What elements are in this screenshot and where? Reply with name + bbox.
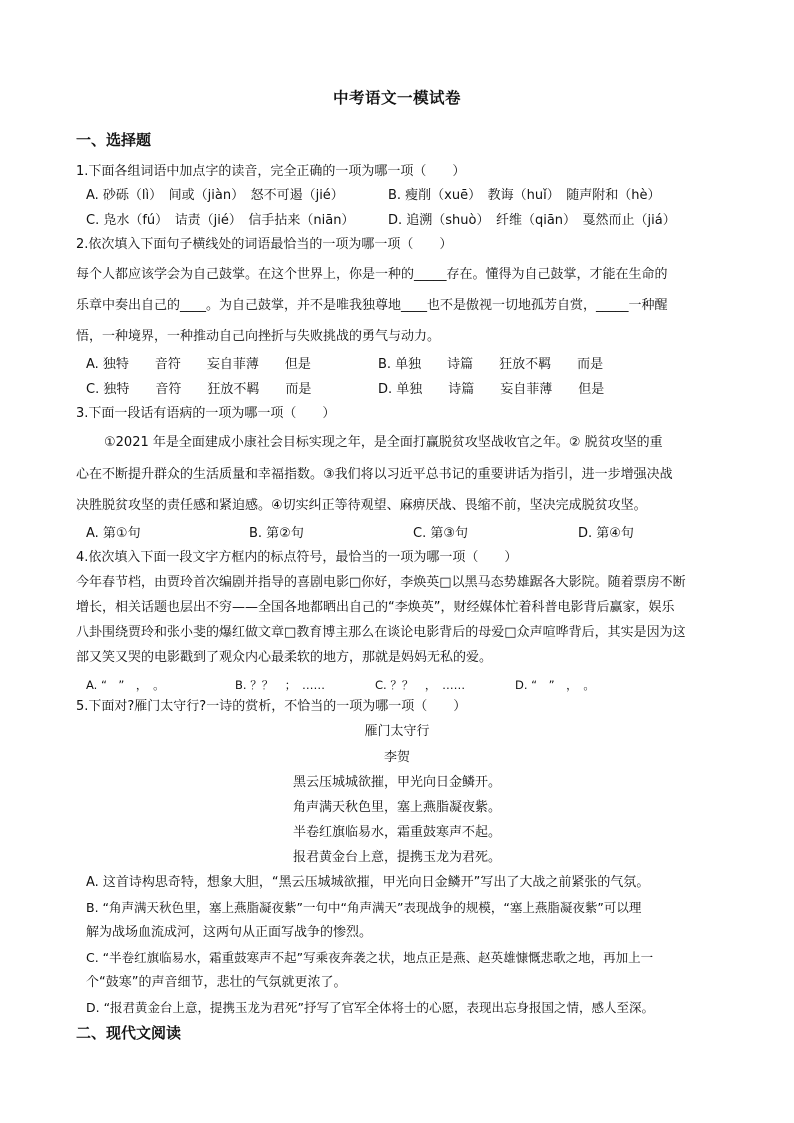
q3-option-b: B. 第②句 — [249, 526, 304, 541]
q3-option-c: C. 第③句 — [413, 526, 468, 541]
q4-option-a: A. “ ” ， 。 — [86, 678, 165, 692]
q4-option-c: C. ？？ ， …… — [375, 678, 466, 692]
q5-option-c-line-2: 个“鼓寒”的声音细节，悲壮的气氛就更浓了。 — [86, 975, 347, 990]
poem-author: 李贺 — [383, 750, 410, 765]
q3-passage-line-2: 心在不断提升群众的生活质量和幸福指数。③我们将以习近平总书记的重要讲话为指引，进一步增强决战 — [76, 467, 673, 482]
q3-stem: 3.下面一段话有语病的一项为哪一项（ ） — [76, 406, 336, 421]
poem-line-2: 角声满天秋色里，塞上燕脂凝夜紫。 — [292, 800, 501, 815]
q2-stem: 2.依次填入下面句子横线处的词语最恰当的一项为哪一项（ ） — [76, 237, 453, 252]
q4-passage-line-2: 增长，相关话题也层出不穷——全国各地都晒出自己的“李焕英”，财经媒体忙着科普电影背后赢家，娱乐 — [76, 600, 675, 615]
q4-passage-line-4: 部又笑又哭的电影戳到了观众内心最柔软的地方，那就是妈妈无私的爱。 — [76, 650, 493, 665]
q4-passage-line-3: 八卦围绕贾玲和张小斐的爆红做文章□教育博主那么在谈论电影背后的母爱□众声喧哗背后，其实是因为这 — [76, 625, 686, 640]
poem-line-4: 报君黄金台上意，提携玉龙为君死。 — [292, 850, 501, 865]
q5-option-c-line-1: C. “半卷红旗临易水，霜重鼓寒声不起”写乘夜奔袭之状，地点正是燕、赵英雄慷慨悲歌之地，再加上一 — [86, 950, 654, 965]
q3-option-a: A. 第①句 — [86, 526, 141, 541]
poem-line-3: 半卷红旗临易水，霜重鼓寒声不起。 — [292, 825, 501, 840]
q4-option-b: B. ？？ ； …… — [235, 678, 325, 692]
q5-stem: 5.下面对?雁门太守行?一诗的赏析，不恰当的一项为哪一项（ ） — [76, 699, 467, 714]
q1-option-d: D. 追溯（shuò） 纤维（qiān） 戛然而止（jiá） — [388, 213, 676, 228]
q1-option-b: B. 瘦削（xuē） 教诲（huǐ） 随声附和（hè） — [388, 188, 661, 203]
q2-option-c: C. 独特 音符 狂放不羁 而是 — [86, 382, 312, 397]
section-heading-choice: 一、选择题 — [76, 131, 152, 149]
q2-passage-line-2: 乐章中奏出自己的____。为自己鼓掌，并不是唯我独尊地____也不是傲视一切地孤芳自赏，_____一种醒 — [76, 298, 668, 313]
section-heading-reading: 二、现代文阅读 — [76, 1024, 182, 1042]
page-title: 中考语文一模试卷 — [332, 89, 461, 107]
q2-option-b: B. 单独 诗篇 狂放不羁 而是 — [378, 357, 604, 372]
q4-option-d: D. “ ” ， 。 — [515, 678, 595, 692]
q2-option-d: D. 单独 诗篇 妄自菲薄 但是 — [378, 382, 605, 397]
q4-stem: 4.依次填入下面一段文字方框内的标点符号，最恰当的一项为哪一项（ ） — [76, 550, 518, 565]
q1-option-c: C. 凫水（fú） 诘责（jié） 信手拈来（niān） — [86, 213, 355, 228]
q1-option-a: A. 砂砾（lì） 间或（jiàn） 怒不可遏（jié） — [86, 188, 344, 203]
q2-passage-line-3: 悟，一种境界，一种推动自己向挫折与失败挑战的勇气与动力。 — [76, 329, 441, 344]
q5-option-b-line-2: 解为战场血流成河，这两句从正面写战争的惨烈。 — [86, 925, 373, 940]
q5-option-b-line-1: B. “角声满天秋色里，塞上燕脂凝夜紫”一句中“角声满天”表现战争的规模，“塞上燕脂凝夜紫”可以理 — [86, 900, 642, 915]
q3-passage-line-1: ①2021 年是全面建成小康社会目标实现之年，是全面打赢脱贫攻坚战收官之年。② 脱贫攻坚的重 — [104, 435, 663, 450]
poem-title: 雁门太守行 — [364, 724, 430, 739]
q5-option-d: D. “报君黄金台上意，提携玉龙为君死”抒写了官军全体将士的心愿，表现出忘身报国之情，感人至深。 — [86, 1000, 655, 1015]
q3-passage-line-3: 决胜脱贫攻坚的责任感和紧迫感。④切实纠正等待观望、麻痹厌战、畏缩不前，坚决完成脱贫攻坚。 — [76, 498, 647, 513]
q3-option-d: D. 第④句 — [578, 526, 634, 541]
q4-passage-line-1: 今年春节档，由贾玲首次编剧并指导的喜剧电影□你好，李焕英□以黑马态势雄踞各大影院。随着票房不断 — [76, 575, 686, 590]
q5-option-a: A. 这首诗构思奇特，想象大胆，“黑云压城城欲摧，甲光向日金鳞开”写出了大战之前紧张的气氛。 — [86, 875, 650, 890]
q1-stem: 1.下面各组词语中加点字的读音，完全正确的一项为哪一项（ ） — [76, 164, 466, 179]
q2-passage-line-1: 每个人都应该学会为自己鼓掌。在这个世界上，你是一种的_____存在。懂得为自己鼓掌，才能在生命的 — [76, 267, 668, 282]
poem-line-1: 黑云压城城欲摧，甲光向日金鳞开。 — [292, 775, 501, 790]
q2-option-a: A. 独特 音符 妄自菲薄 但是 — [86, 357, 311, 372]
